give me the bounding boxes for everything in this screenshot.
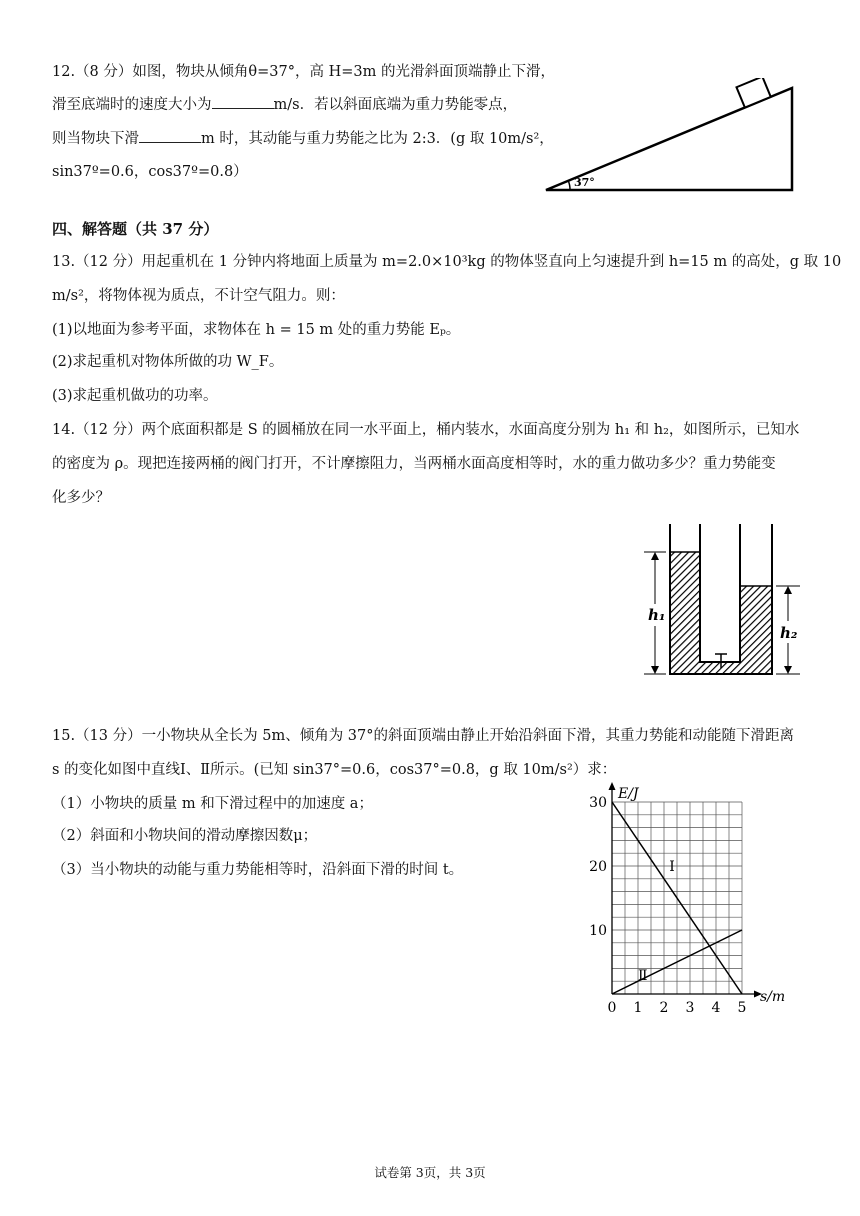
q12-line3 — [52, 128, 554, 149]
x-tick-label: 5 — [737, 1000, 747, 1016]
y-tick-label: 20 — [589, 859, 607, 875]
q15-part2: （2）斜面和小物块间的滑动摩擦因数μ； — [52, 828, 318, 844]
q13-line4: (2)求起重机对物体所做的功 W_F。 — [52, 354, 284, 370]
series-label-2: Ⅱ — [638, 967, 648, 984]
q12-line1: 12.（8 分）如图，物块从倾角θ=37°，高 H=3m 的光滑斜面顶端静止下滑， — [52, 64, 555, 80]
y-axis-label: E/J — [618, 786, 639, 802]
page-footer: 试卷第 3页，共 3页 — [374, 1165, 486, 1180]
x-tick-label: 1 — [633, 1000, 643, 1016]
label-h1: h₁ — [648, 606, 666, 624]
q12-line2 — [52, 94, 517, 115]
y-tick-label: 30 — [589, 795, 607, 811]
q13-line5: (3)求起重机做功的功率。 — [52, 388, 218, 404]
label-h2: h₂ — [780, 624, 798, 642]
y-tick-label: 10 — [589, 923, 607, 939]
x-axis-label: s/m — [760, 989, 786, 1005]
q12-line3-text-b: m 时，其动能与重力势能之比为 2:3．(g 取 10m/s²， — [201, 131, 554, 147]
connected-tanks-figure — [630, 518, 810, 680]
q15-line2: s 的变化如图中直线Ⅰ、Ⅱ所示。(已知 sin37°=0.6，cos37°=0.8，g 取 10m/s²）求： — [52, 762, 617, 778]
q14-line3: 化多少？ — [52, 490, 110, 506]
x-tick-label: 0 — [607, 1000, 617, 1016]
q13-line3: (1)以地面为参考平面，求物体在 h = 15 m 处的重力势能 Eₚ。 — [52, 322, 461, 338]
q12-line2-text-b: m/s．若以斜面底端为重力势能零点， — [273, 97, 518, 113]
q12-answer-blank-1[interactable] — [212, 94, 274, 109]
x-tick-label: 2 — [659, 1000, 669, 1016]
q13-line1: 13.（12 分）用起重机在 1 分钟内将地面上质量为 m=2.0×10³kg 的物体竖直向上匀速提升到 h=15 m 的高处，g 取 10 — [52, 254, 842, 270]
y-axis-arrow — [609, 782, 616, 790]
angle-label: 37° — [574, 176, 595, 189]
x-tick-label: 3 — [685, 1000, 695, 1016]
incline-figure — [540, 78, 800, 196]
x-tick-label: 4 — [711, 1000, 721, 1016]
series-label-1: Ⅰ — [669, 859, 675, 876]
q15-part1: （1）小物块的质量 m 和下滑过程中的加速度 a； — [52, 796, 373, 812]
q14-line2: 的密度为 ρ。现把连接两桶的阀门打开，不计摩擦阻力，当两桶水面高度相等时，水的重力做功多少？重力势能变 — [52, 456, 776, 472]
q12-line3-text-a: 则当物块下滑 — [52, 131, 139, 147]
q14-line1: 14.（12 分）两个底面积都是 S 的圆桶放在同一水平面上，桶内装水，水面高度分别为 h₁ 和 h₂，如图所示，已知水 — [52, 422, 800, 438]
q15-line1: 15.（13 分）一小物块从全长为 5m、倾角为 37°的斜面顶端由静止开始沿斜面下滑，其重力势能和动能随下滑距离 — [52, 728, 795, 744]
section-title: 四、解答题（共 37 分） — [52, 220, 219, 238]
q12-answer-blank-2[interactable] — [139, 128, 201, 143]
energy-distance-chart — [580, 780, 820, 1020]
q15-part3: （3）当小物块的动能与重力势能相等时，沿斜面下滑的时间 t。 — [52, 862, 464, 878]
q13-line2: m/s²，将物体视为质点，不计空气阻力。则： — [52, 288, 345, 304]
q12-line2-text-a: 滑至底端时的速度大小为 — [52, 97, 212, 113]
q12-line4: sin37º=0.6，cos37º=0.8） — [52, 164, 248, 180]
